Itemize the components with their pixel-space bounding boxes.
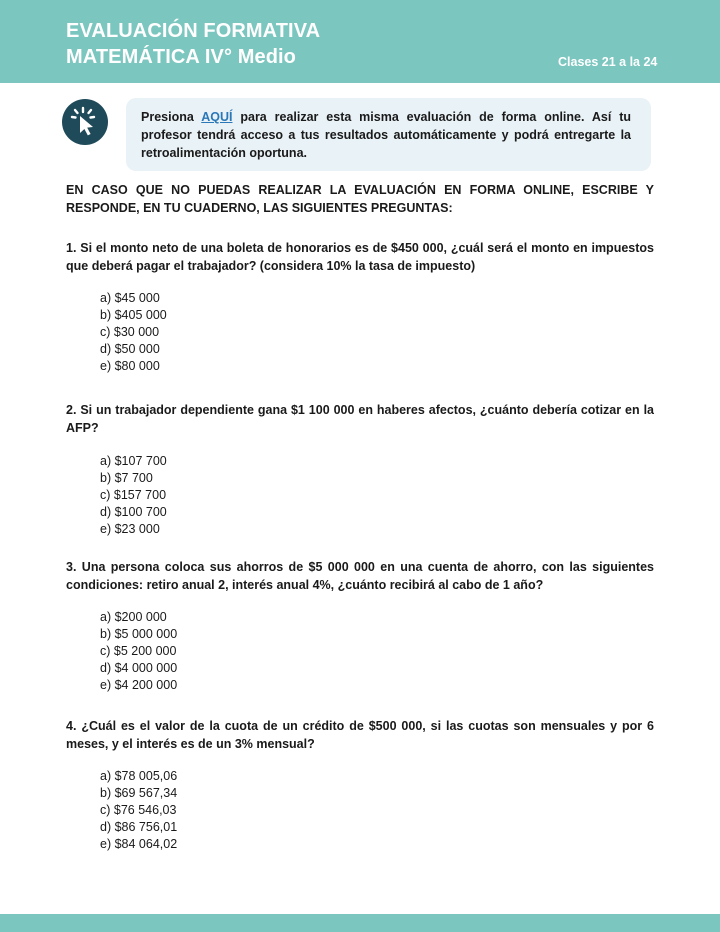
option-e: e) $80 000 (100, 359, 160, 373)
title-line-1: EVALUACIÓN FORMATIVA (66, 20, 321, 42)
option-c: c) $76 546,03 (100, 803, 177, 817)
option-b: b) $7 700 (100, 471, 153, 485)
question-1: 1. Si el monto neto de una boleta de honorarios es de $450 000, ¿cuál será el monto en impuestos que deberá pagar el trabajador? (considera 10% la tasa de impuesto) (66, 241, 654, 273)
option-c: c) $30 000 (100, 325, 160, 339)
option-a: a) $107 700 (100, 454, 167, 468)
cursor-click-icon[interactable] (62, 99, 108, 145)
question-2-options (100, 453, 167, 538)
page-header (0, 0, 720, 83)
option-a: a) $200 000 (100, 610, 167, 624)
option-d: d) $86 756,01 (100, 820, 178, 834)
option-e: e) $23 000 (100, 522, 160, 536)
question-3-options (100, 609, 177, 694)
option-d: d) $100 700 (100, 505, 167, 519)
option-b: b) $5 000 000 (100, 627, 178, 641)
option-c: c) $157 700 (100, 488, 167, 502)
option-b: b) $405 000 (100, 308, 167, 322)
option-e: e) $84 064,02 (100, 837, 178, 851)
option-d: d) $4 000 000 (100, 661, 178, 675)
option-c: c) $5 200 000 (100, 644, 177, 658)
title-line-2: MATEMÁTICA IV° Medio (66, 46, 296, 68)
option-e: e) $4 200 000 (100, 678, 178, 692)
option-d: d) $50 000 (100, 342, 160, 356)
instructions: EN CASO QUE NO PUEDAS REALIZAR LA EVALUACIÓN EN FORMA ONLINE, ESCRIBE Y RESPONDE, EN TU CUADERNO, LAS SIGUIENTES PREGUNTAS: (66, 183, 654, 215)
online-evaluation-link[interactable]: AQUÍ (201, 110, 233, 124)
notice-text-before: Presiona (141, 110, 194, 124)
page-footer-bar (0, 914, 720, 932)
option-b: b) $69 567,34 (100, 786, 178, 800)
question-4-options (100, 768, 177, 853)
page-subtitle: Clases 21 a la 24 (558, 55, 658, 69)
question-3: 3. Una persona coloca sus ahorros de $5 000 000 en una cuenta de ahorro, con las siguientes condiciones: retiro anual 2, interés anual 4%, ¿cuánto recibirá al cabo de 1 año? (66, 560, 654, 592)
page-title (66, 18, 320, 70)
option-a: a) $45 000 (100, 291, 160, 305)
question-4: 4. ¿Cuál es el valor de la cuota de un crédito de $500 000, si las cuotas son mensuales y por 6 meses, y el interés es de un 3% mensual? (66, 719, 654, 751)
notice-text-after: para realizar esta misma evaluación de forma online. Así tu profesor tendrá acceso a tus resultados automáticamente y podrá entregarte la retroalimentación oportuna. (141, 110, 631, 160)
question-2: 2. Si un trabajador dependiente gana $1 100 000 en haberes afectos, ¿cuánto debería cotizar en la AFP? (66, 403, 654, 435)
option-a: a) $78 005,06 (100, 769, 178, 783)
online-notice-text (141, 108, 631, 162)
question-1-options (100, 290, 167, 375)
